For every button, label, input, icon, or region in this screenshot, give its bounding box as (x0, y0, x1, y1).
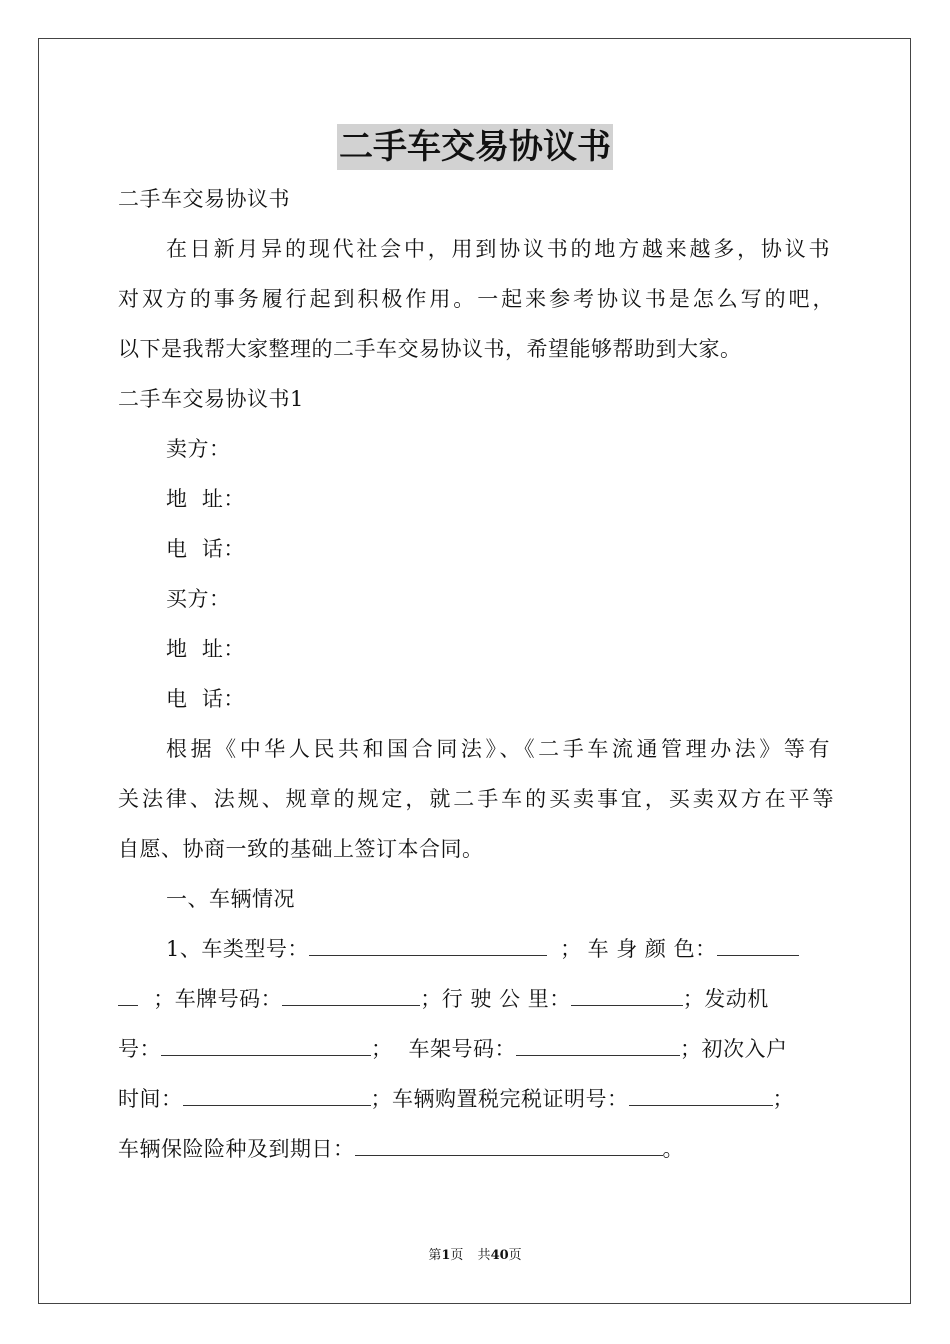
page-prefix: 第 (428, 1248, 442, 1263)
end-mark: 。 (662, 1137, 684, 1161)
page-current: 1 (441, 1248, 451, 1263)
mileage-blank[interactable] (571, 985, 683, 1006)
frame-label: 车架号码： (408, 1037, 516, 1061)
separator: ； (772, 1087, 794, 1111)
separator: ； (420, 987, 442, 1011)
document-subtitle: 二手车交易协议书 (118, 187, 290, 211)
insurance-blank[interactable] (355, 1135, 663, 1156)
vehicle-line-3 (118, 1034, 788, 1064)
intro-line-2: 对双方的事务履行起到积极作用。一起来参考协议书是怎么写的吧， (118, 287, 834, 311)
mileage-label: 行 驶 公 里： (441, 987, 571, 1011)
total-suffix: 页 (508, 1248, 522, 1263)
basis-line-3: 自愿、协商一致的基础上签订本合同。 (118, 837, 484, 861)
insurance-label: 车辆保险险种及到期日： (118, 1137, 355, 1161)
engine-label-start: 发动机 (704, 987, 769, 1011)
seller-address-label: 地 址： (166, 487, 245, 511)
document-title: 二手车交易协议书 (337, 124, 613, 170)
frame-blank[interactable] (516, 1035, 680, 1056)
color-blank-continued[interactable] (118, 985, 138, 1006)
vehicle-line-4 (118, 1084, 794, 1114)
model-blank[interactable] (309, 935, 547, 956)
separator: ； (560, 937, 582, 961)
vehicle-line-1 (166, 934, 799, 964)
intro-line-1: 在日新月异的现代社会中，用到协议书的地方越来越多，协议书 (166, 237, 830, 261)
first-registration-blank[interactable] (183, 1085, 371, 1106)
engine-label-end: 号： (118, 1037, 161, 1061)
separator: ； (680, 1037, 702, 1061)
page-border (38, 38, 911, 1304)
basis-line-2: 关法律、法规、规章的规定，就二手车的买卖事宜，买卖双方在平等 (118, 787, 834, 811)
model-label: 1、车类型号： (166, 937, 309, 961)
basis-line-1: 根据《中华人民共和国合同法》、《二手车流通管理办法》等有 (166, 737, 830, 761)
page-suffix: 页 (450, 1248, 464, 1263)
plate-blank[interactable] (282, 985, 420, 1006)
total-prefix: 共 (477, 1248, 491, 1263)
separator: ； (371, 1037, 393, 1061)
plate-label: 车牌号码： (174, 987, 283, 1011)
buyer-phone-label: 电 话： (166, 687, 245, 711)
first-registration-label-start: 初次入户 (701, 1037, 788, 1061)
separator: ； (370, 1087, 392, 1111)
vehicle-line-5 (118, 1134, 684, 1164)
seller-phone-label: 电 话： (166, 537, 245, 561)
color-blank[interactable] (717, 935, 799, 956)
color-label: 车 身 颜 色： (587, 937, 717, 961)
first-registration-label-end: 时间： (118, 1087, 183, 1111)
section-heading: 二手车交易协议书1 (118, 387, 304, 411)
vehicle-heading: 一、车辆情况 (166, 887, 295, 911)
separator: ； (682, 987, 705, 1011)
buyer-label: 买方： (166, 587, 231, 611)
tax-certificate-label: 车辆购置税完税证明号： (392, 1087, 629, 1111)
vehicle-line-2 (118, 984, 769, 1014)
seller-label: 卖方： (166, 437, 231, 461)
engine-blank[interactable] (161, 1035, 371, 1056)
intro-line-3: 以下是我帮大家整理的二手车交易协议书，希望能够帮助到大家。 (118, 337, 742, 361)
page-footer (0, 1246, 950, 1266)
title-container (0, 124, 950, 170)
page-total: 40 (490, 1248, 509, 1263)
tax-certificate-blank[interactable] (629, 1085, 773, 1106)
buyer-address-label: 地 址： (166, 637, 245, 661)
separator: ； (153, 987, 175, 1011)
